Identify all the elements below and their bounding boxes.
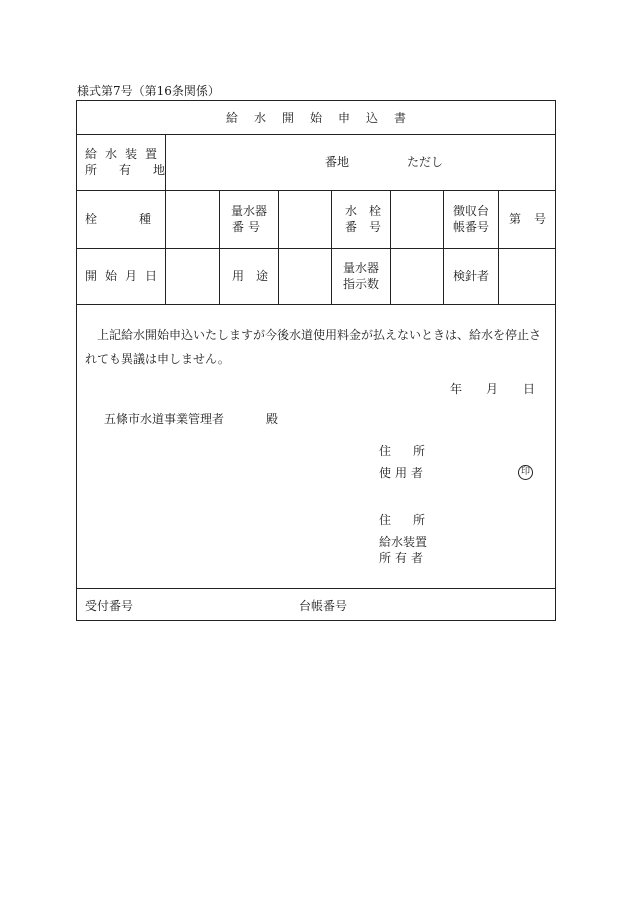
number-suffix: 号 xyxy=(534,212,547,226)
hydrant-number-label: 水栓 xyxy=(345,204,394,218)
proviso-label: ただし xyxy=(407,155,444,169)
banchi-label: 番地 xyxy=(325,155,350,169)
column-divider xyxy=(443,190,444,304)
declaration-text: 上記給水開始申込いたしますが今後水道使用料金が払えないときは、給水を停止されても異議は申しません。 xyxy=(85,328,542,366)
usage-label: 用途 xyxy=(232,269,281,283)
installation-site-label: 給水装置 xyxy=(85,147,166,161)
application-form xyxy=(76,100,556,621)
meter-number-label: 量水器 xyxy=(231,204,268,218)
start-date-label: 開始月日 xyxy=(85,269,166,283)
row-divider xyxy=(77,588,555,589)
owner-label: 所有者 xyxy=(379,551,428,565)
meter-reader-label: 検針者 xyxy=(453,269,490,283)
form-title: 給水開始申込書 xyxy=(225,111,422,125)
date-day-label: 日 xyxy=(523,382,536,396)
row-divider xyxy=(77,134,555,135)
meter-reading-label: 量水器 xyxy=(343,261,380,275)
column-divider xyxy=(278,190,279,304)
installation-site-label: 所有地 xyxy=(85,163,188,177)
column-divider xyxy=(498,190,499,304)
stopcock-type-label: 栓種 xyxy=(85,212,194,226)
row-divider xyxy=(77,304,555,305)
ledger-number-label: 帳番号 xyxy=(453,220,490,234)
ledger-number-footer-label: 台帳番号 xyxy=(299,599,348,613)
meter-reading-label: 指示数 xyxy=(343,277,380,291)
owner-label: 給水装置 xyxy=(379,535,428,549)
column-divider xyxy=(331,190,332,304)
addressee: 五條市水道事業管理者 xyxy=(104,412,225,426)
addressee-honorific: 殿 xyxy=(266,412,279,426)
user-name-label: 使用者 xyxy=(379,466,428,480)
column-divider xyxy=(219,190,220,304)
number-prefix: 第 xyxy=(509,212,522,226)
seal-mark: 印 xyxy=(518,465,533,480)
meter-number-label: 番号 xyxy=(232,220,265,234)
row-divider xyxy=(77,190,555,191)
form-number: 様式第7号（第16条関係） xyxy=(77,84,220,98)
ledger-number-label: 徴収台 xyxy=(453,204,490,218)
row-divider xyxy=(77,248,555,249)
date-year-label: 年 xyxy=(450,382,463,396)
user-address-label: 住所 xyxy=(379,444,448,458)
receipt-number-label: 受付番号 xyxy=(85,599,134,613)
owner-address-label: 住所 xyxy=(379,513,448,527)
date-month-label: 月 xyxy=(486,382,499,396)
hydrant-number-label: 番号 xyxy=(345,220,394,234)
